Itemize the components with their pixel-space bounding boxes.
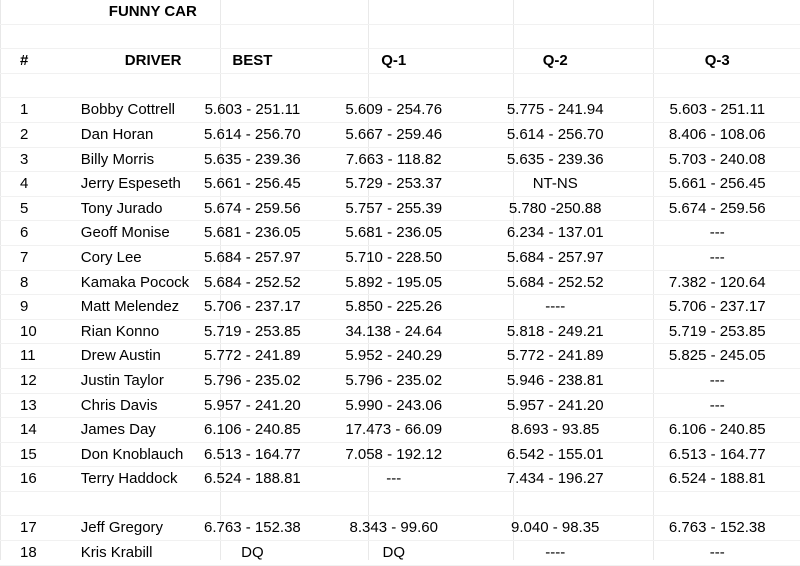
header-row: [0, 49, 800, 74]
cell-q2: 7.434 - 196.27: [476, 467, 635, 492]
cell-q1: ---: [312, 467, 476, 492]
cell-q1: DQ: [312, 541, 476, 566]
table-row: [0, 270, 800, 295]
cell-best: 6.513 - 164.77: [193, 442, 311, 467]
cell-q3: ---: [635, 541, 800, 566]
cell-num: 11: [0, 344, 75, 369]
cell-num: 8: [0, 270, 75, 295]
cell-num: 7: [0, 245, 75, 270]
cell-q1: 5.729 - 253.37: [312, 172, 476, 197]
cell-driver: Chris Davis: [75, 393, 193, 418]
cell-driver: Tony Jurado: [75, 196, 193, 221]
table-row: [0, 541, 800, 566]
cell-best: 6.106 - 240.85: [193, 418, 311, 443]
cell-q3: 6.106 - 240.85: [635, 418, 800, 443]
cell-best: 5.674 - 259.56: [193, 196, 311, 221]
title-row: [0, 0, 800, 24]
cell-q2: 5.772 - 241.89: [476, 344, 635, 369]
cell-best: 5.772 - 241.89: [193, 344, 311, 369]
cell-q1: 5.609 - 254.76: [312, 98, 476, 123]
table-row: [0, 393, 800, 418]
cell-driver: James Day: [75, 418, 193, 443]
cell-q2: 5.818 - 249.21: [476, 319, 635, 344]
cell-num: 14: [0, 418, 75, 443]
cell-num: 6: [0, 221, 75, 246]
cell-q1: 5.892 - 195.05: [312, 270, 476, 295]
cell-q1: 34.138 - 24.64: [312, 319, 476, 344]
cell-q1: 7.058 - 192.12: [312, 442, 476, 467]
cell-driver: Jeff Gregory: [75, 516, 193, 541]
cell-q2: 6.542 - 155.01: [476, 442, 635, 467]
col-header-q2: Q-2: [476, 49, 635, 74]
cell-best: 5.796 - 235.02: [193, 368, 311, 393]
cell-q2: 8.693 - 93.85: [476, 418, 635, 443]
cell-q3: 6.513 - 164.77: [635, 442, 800, 467]
table-row: [0, 467, 800, 492]
cell-driver: Don Knoblauch: [75, 442, 193, 467]
cell-best: 5.661 - 256.45: [193, 172, 311, 197]
table-row: [0, 122, 800, 147]
cell-num: 15: [0, 442, 75, 467]
cell-best: 5.706 - 237.17: [193, 295, 311, 320]
cell-q2: 6.234 - 137.01: [476, 221, 635, 246]
cell-driver: Dan Horan: [75, 122, 193, 147]
table-row: [0, 516, 800, 541]
cell-driver: Kris Krabill: [75, 541, 193, 566]
cell-q3: 5.706 - 237.17: [635, 295, 800, 320]
cell-best: 6.763 - 152.38: [193, 516, 311, 541]
cell-q2: 5.957 - 241.20: [476, 393, 635, 418]
cell-best: DQ: [193, 541, 311, 566]
col-header-driver: DRIVER: [75, 49, 193, 74]
cell-num: 3: [0, 147, 75, 172]
cell-driver: Terry Haddock: [75, 467, 193, 492]
cell-best: 6.524 - 188.81: [193, 467, 311, 492]
cell-q1: 5.990 - 243.06: [312, 393, 476, 418]
cell-best: 5.635 - 239.36: [193, 147, 311, 172]
table-row: [0, 147, 800, 172]
cell-q3: 7.382 - 120.64: [635, 270, 800, 295]
cell-num: 2: [0, 122, 75, 147]
cell-q2: 5.684 - 257.97: [476, 245, 635, 270]
cell-q3: 5.661 - 256.45: [635, 172, 800, 197]
cell-q3: 8.406 - 108.06: [635, 122, 800, 147]
cell-driver: Bobby Cottrell: [75, 98, 193, 123]
table-row: [0, 319, 800, 344]
cell-q2: 5.684 - 252.52: [476, 270, 635, 295]
col-header-q3: Q-3: [635, 49, 800, 74]
cell-q1: 5.757 - 255.39: [312, 196, 476, 221]
cell-q2: 9.040 - 98.35: [476, 516, 635, 541]
cell-q2: 5.614 - 256.70: [476, 122, 635, 147]
col-header-q1: Q-1: [312, 49, 476, 74]
cell-driver: Rian Konno: [75, 319, 193, 344]
cell-q3: ---: [635, 221, 800, 246]
col-header-best: BEST: [193, 49, 311, 74]
cell-q2: 5.780 -250.88: [476, 196, 635, 221]
cell-q1: 5.952 - 240.29: [312, 344, 476, 369]
cell-q3: 5.603 - 251.11: [635, 98, 800, 123]
cell-q1: 5.796 - 235.02: [312, 368, 476, 393]
cell-num: 5: [0, 196, 75, 221]
table-row: [0, 418, 800, 443]
cell-q3: 6.763 - 152.38: [635, 516, 800, 541]
cell-num: 12: [0, 368, 75, 393]
col-header-num: #: [0, 49, 75, 74]
cell-q3: ---: [635, 393, 800, 418]
cell-q1: 5.681 - 236.05: [312, 221, 476, 246]
cell-best: 5.957 - 241.20: [193, 393, 311, 418]
table-row: [0, 98, 800, 123]
cell-q2: ----: [476, 541, 635, 566]
cell-q3: 5.719 - 253.85: [635, 319, 800, 344]
table-row: [0, 442, 800, 467]
page-title: FUNNY CAR: [75, 0, 312, 24]
cell-best: 5.614 - 256.70: [193, 122, 311, 147]
table-row: [0, 295, 800, 320]
cell-q1: 8.343 - 99.60: [312, 516, 476, 541]
cell-driver: Kamaka Pocock: [75, 270, 193, 295]
cell-q1: 5.710 - 228.50: [312, 245, 476, 270]
cell-q1: 7.663 - 118.82: [312, 147, 476, 172]
cell-num: 13: [0, 393, 75, 418]
cell-best: 5.684 - 252.52: [193, 270, 311, 295]
cell-q3: ---: [635, 245, 800, 270]
cell-num: 4: [0, 172, 75, 197]
table-row: [0, 368, 800, 393]
cell-best: 5.684 - 257.97: [193, 245, 311, 270]
cell-q1: 5.667 - 259.46: [312, 122, 476, 147]
cell-q3: 5.825 - 245.05: [635, 344, 800, 369]
table-row: [0, 344, 800, 369]
cell-num: 17: [0, 516, 75, 541]
spacer-row: [0, 73, 800, 98]
cell-driver: Billy Morris: [75, 147, 193, 172]
cell-q2: 5.635 - 239.36: [476, 147, 635, 172]
cell-q1: 17.473 - 66.09: [312, 418, 476, 443]
table-row: [0, 196, 800, 221]
cell-q3: 5.674 - 259.56: [635, 196, 800, 221]
cell-q3: 6.524 - 188.81: [635, 467, 800, 492]
cell-num: 1: [0, 98, 75, 123]
table-row: [0, 172, 800, 197]
cell-best: 5.681 - 236.05: [193, 221, 311, 246]
cell-driver: Jerry Espeseth: [75, 172, 193, 197]
table-row: [0, 245, 800, 270]
spacer-row: [0, 24, 800, 49]
cell-driver: Matt Melendez: [75, 295, 193, 320]
table-row: [0, 221, 800, 246]
spacer-row: [0, 491, 800, 516]
cell-q2: 5.775 - 241.94: [476, 98, 635, 123]
cell-q2: 5.946 - 238.81: [476, 368, 635, 393]
cell-num: 18: [0, 541, 75, 566]
cell-driver: Geoff Monise: [75, 221, 193, 246]
cell-q1: 5.850 - 225.26: [312, 295, 476, 320]
cell-num: 16: [0, 467, 75, 492]
cell-best: 5.603 - 251.11: [193, 98, 311, 123]
cell-q3: ---: [635, 368, 800, 393]
cell-q3: 5.703 - 240.08: [635, 147, 800, 172]
cell-driver: Cory Lee: [75, 245, 193, 270]
cell-num: 9: [0, 295, 75, 320]
cell-best: 5.719 - 253.85: [193, 319, 311, 344]
cell-q2: NT-NS: [476, 172, 635, 197]
cell-driver: Justin Taylor: [75, 368, 193, 393]
cell-num: 10: [0, 319, 75, 344]
cell-driver: Drew Austin: [75, 344, 193, 369]
cell-q2: ----: [476, 295, 635, 320]
